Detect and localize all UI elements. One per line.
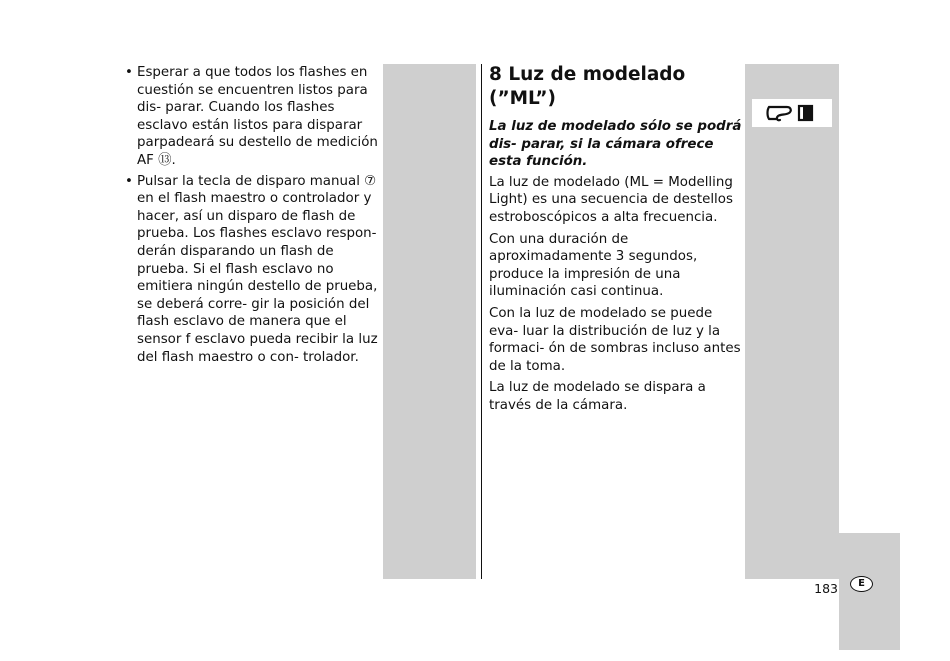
list-item: • Esperar a que todos los flashes en cuestión se encuentren listos para dis- parar. Cuando los flashes esclavo están listos para disparar parpadeará su destello de medición AF ⑬. (124, 64, 382, 170)
gray-sidebar-bar (745, 64, 839, 579)
camera-reference-icon (765, 101, 819, 125)
paragraph: La luz de modelado (ML = Modelling Light) es una secuencia de destellos estroboscópicos a alta frecuencia. (489, 174, 733, 225)
paragraph: Con la luz de modelado se puede eva- luar la distribución de luz y la formaci- ón de sombras incluso antes de la toma. (489, 305, 741, 374)
paragraph: La luz de modelado se dispara a través de la cámara. (489, 380, 706, 413)
instruction-list (124, 64, 382, 366)
right-column (489, 63, 745, 419)
left-column (124, 64, 382, 369)
list-item: • Pulsar la tecla de disparo manual ⑦ en el flash maestro o controlador y hacer, así un disparo de flash de prueba. Los flashes esclavo respon- derán disparando un flash de prueba. Si el flash esclavo no emitiera ningún destello de prueba, se deberá corre- gir la posición del flash esclavo de manera que el sensor f esclavo pueda recibir la luz del flash maestro o con- trolador. (124, 173, 382, 367)
column-divider (481, 64, 482, 579)
section-title: 8 Luz de modelado (”ML”) (489, 64, 686, 109)
gray-margin-bar (383, 64, 476, 579)
reference-icon-box (752, 99, 832, 127)
language-tab (839, 533, 900, 650)
language-badge: E (850, 576, 873, 592)
paragraph: Con una duración de aproximadamente 3 segundos, produce la impresión de una iluminación casi continua. (489, 231, 698, 300)
section-intro: La luz de modelado sólo se podrá dis- parar, si la cámara ofrece esta función. (489, 119, 742, 170)
page-number: 183 (814, 581, 838, 596)
